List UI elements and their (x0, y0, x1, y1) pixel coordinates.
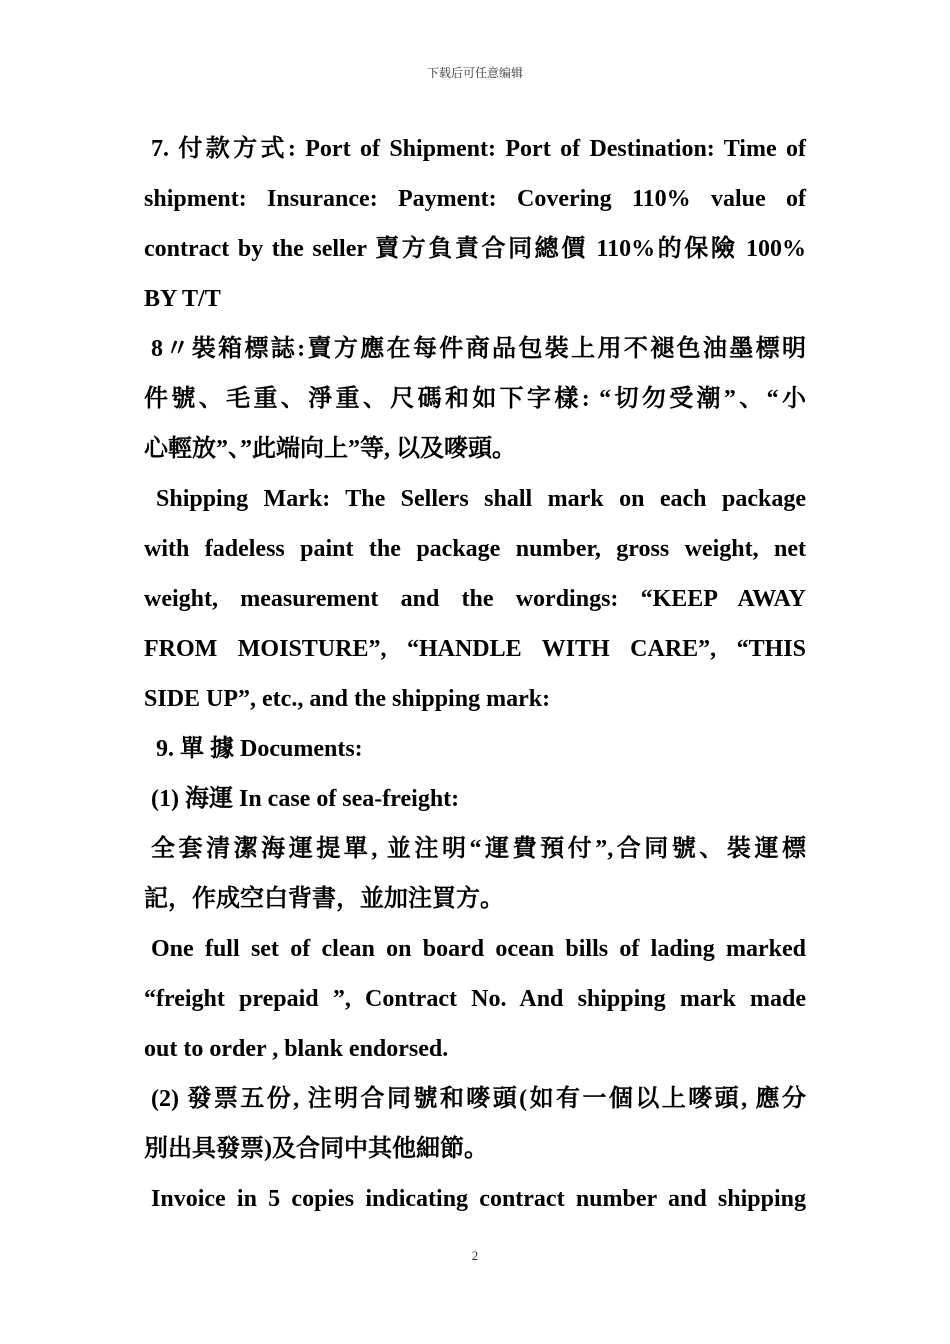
page-number: 2 (471, 1248, 479, 1263)
text-line: One full set of clean on board ocean bills of lading marked (151, 936, 806, 962)
text-line: shipment: Insurance: Payment: Covering 110% value of (144, 186, 806, 212)
document-body (144, 124, 806, 1224)
text-line: weight, measurement and the wordings: “KEEP AWAY (144, 586, 806, 612)
text-line: “freight prepaid ”, Contract No. And shipping mark made (144, 986, 806, 1012)
text-line: 心輕放”、”此端向上”等, 以及嘜頭。 (144, 436, 516, 462)
text-line: 件號、毛重、淨重、尺碼和如下字樣: “切勿受潮”、“小 (144, 386, 806, 412)
text-line: 8〃裝箱標誌:賣方應在每件商品包裝上用不褪色油墨標明 (151, 336, 806, 362)
paragraph-packing-marks-cn (144, 324, 806, 474)
text-line: out to order , blank endorsed. (144, 1036, 449, 1062)
paragraph-payment-terms (144, 124, 806, 324)
text-line: SIDE UP”, etc., and the shipping mark: (144, 686, 551, 712)
subheading-sea-freight (144, 774, 806, 824)
text-line: 記，作成空白背書，並加注買方。 (144, 886, 504, 912)
text-line: 全套清潔海運提單, 並注明“運費預付”,合同號、裝運標 (151, 836, 806, 862)
paragraph-shipping-mark-en (144, 474, 806, 724)
text-line: 9. 單 據 Documents: (156, 736, 363, 762)
text-line: 7. 付款方式: Port of Shipment: Port of Destination: Time of (151, 136, 806, 162)
page-header: 下载后可任意编辑 (426, 66, 523, 80)
paragraph-bill-of-lading-cn (144, 824, 806, 924)
text-line: 別出具發票)及合同中其他細節。 (144, 1136, 488, 1162)
text-line: FROM MOISTURE”, “HANDLE WITH CARE”, “THIS (144, 636, 806, 662)
text-line: with fadeless paint the package number, gross weight, net (144, 536, 806, 562)
text-line: Invoice in 5 copies indicating contract number and shipping (151, 1186, 806, 1212)
text-line: BY T/T (144, 286, 221, 312)
paragraph-invoice-en (144, 1174, 806, 1224)
paragraph-invoice-cn (144, 1074, 806, 1174)
paragraph-bill-of-lading-en (144, 924, 806, 1074)
text-line: contract by the seller 賣方負責合同總價 110%的保險 100% (144, 236, 806, 262)
text-line: Shipping Mark: The Sellers shall mark on each package (156, 486, 806, 512)
text-line: (2) 發票五份, 注明合同號和嘜頭(如有一個以上嘜頭, 應分 (151, 1086, 806, 1112)
text-line: (1) 海運 In case of sea-freight: (151, 786, 460, 812)
heading-documents (144, 724, 806, 774)
